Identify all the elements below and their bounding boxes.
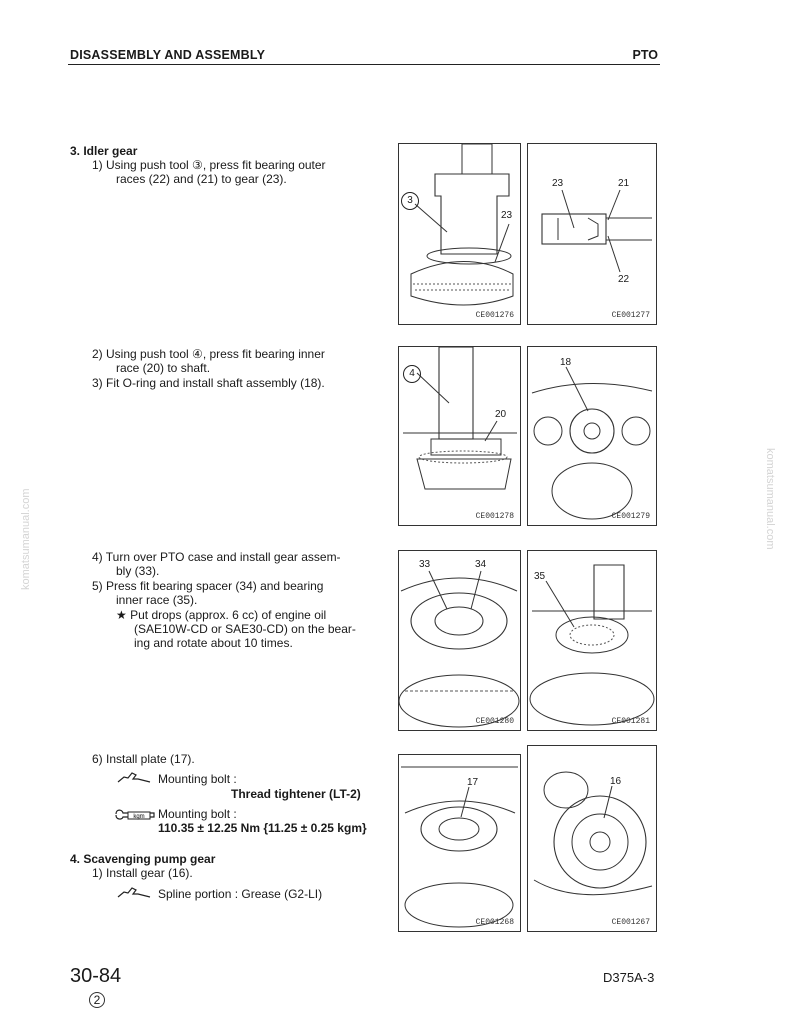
figure-plate-install xyxy=(398,754,521,932)
page-number: 30-84 xyxy=(70,965,122,987)
label-23: 23 xyxy=(501,210,513,221)
torque-spec: 110.35 ± 12.25 Nm {11.25 ± 0.25 kgm} xyxy=(158,821,367,835)
step-3-5-line1: 5) Press fit bearing spacer (34) and bearing xyxy=(92,579,324,593)
figure-code: CE001281 xyxy=(611,717,650,726)
label-33: 33 xyxy=(419,559,431,570)
thread-tightener-spec: Thread tightener (LT-2) xyxy=(231,787,361,801)
step-3-5-line2: inner race (35). xyxy=(116,593,198,607)
label-21: 21 xyxy=(618,178,630,189)
figure-code: CE001280 xyxy=(475,717,514,726)
figure-code: CE001277 xyxy=(611,311,650,320)
section-title: DISASSEMBLY AND ASSEMBLY xyxy=(70,48,266,62)
header-rule xyxy=(68,64,660,65)
grease-icon xyxy=(116,886,152,900)
label-16: 16 xyxy=(610,776,622,787)
step-3-2-line1: 2) Using push tool ④, press fit bearing inner xyxy=(92,347,325,361)
figure-inner-race-shaft xyxy=(398,346,521,526)
label-20: 20 xyxy=(495,409,507,420)
step-3-1-line1: 1) Using push tool ③, press fit bearing outer xyxy=(92,158,326,172)
model-number: D375A-3 xyxy=(603,970,655,985)
figure-code: CE001268 xyxy=(475,918,514,927)
figure-code: CE001276 xyxy=(475,311,514,320)
step-3-3: 3) Fit O-ring and install shaft assembly (18). xyxy=(92,376,325,390)
kgm-text: kgm xyxy=(133,814,145,820)
figure-shaft-assembly xyxy=(527,346,657,526)
mounting-bolt-label-1: Mounting bolt : xyxy=(158,772,237,786)
step-3-title: 3. Idler gear xyxy=(70,144,138,158)
label-23: 23 xyxy=(552,178,564,189)
label-18: 18 xyxy=(560,357,572,368)
section-subtitle: PTO xyxy=(632,48,658,62)
torque-wrench-icon xyxy=(114,807,156,821)
step-3-1-line2: races (22) and (21) to gear (23). xyxy=(116,172,287,186)
mounting-bolt-label-2: Mounting bolt : xyxy=(158,807,237,821)
step-3-6: 6) Install plate (17). xyxy=(92,752,195,766)
figure-scavenging-gear xyxy=(527,745,657,932)
label-22: 22 xyxy=(618,274,630,285)
figure-push-tool-gear xyxy=(398,143,521,325)
watermark-left: komatsumanual.com xyxy=(20,488,32,590)
step-4-1: 1) Install gear (16). xyxy=(92,866,193,880)
label-17: 17 xyxy=(467,777,479,788)
figure-bearing-races xyxy=(527,143,657,325)
note-line1: ★ Put drops (approx. 6 cc) of engine oil xyxy=(116,608,327,622)
note-line3: ing and rotate about 10 times. xyxy=(134,636,293,650)
figure-code: CE001279 xyxy=(611,512,650,521)
label-tool-3: 3 xyxy=(401,192,419,210)
watermark-right: komatsumanual.com xyxy=(764,448,776,550)
figure-gear-assembly-case xyxy=(398,550,521,731)
figure-inner-race-press xyxy=(527,550,657,731)
figure-code: CE001278 xyxy=(475,512,514,521)
revision-badge: 2 xyxy=(89,992,105,1008)
step-4-title: 4. Scavenging pump gear xyxy=(70,852,216,866)
label-tool-4: 4 xyxy=(403,365,421,383)
step-3-4-line1: 4) Turn over PTO case and install gear assem- xyxy=(92,550,341,564)
spline-grease-spec: Spline portion : Grease (G2-LI) xyxy=(158,887,323,901)
note-line2: (SAE10W-CD or SAE30-CD) on the bear- xyxy=(134,622,356,636)
label-35: 35 xyxy=(534,571,546,582)
step-3-4-line2: bly (33). xyxy=(116,564,160,578)
step-3-2-line2: race (20) to shaft. xyxy=(116,361,211,375)
label-34: 34 xyxy=(475,559,487,570)
wrench-icon xyxy=(116,771,152,785)
figure-code: CE001267 xyxy=(611,918,650,927)
